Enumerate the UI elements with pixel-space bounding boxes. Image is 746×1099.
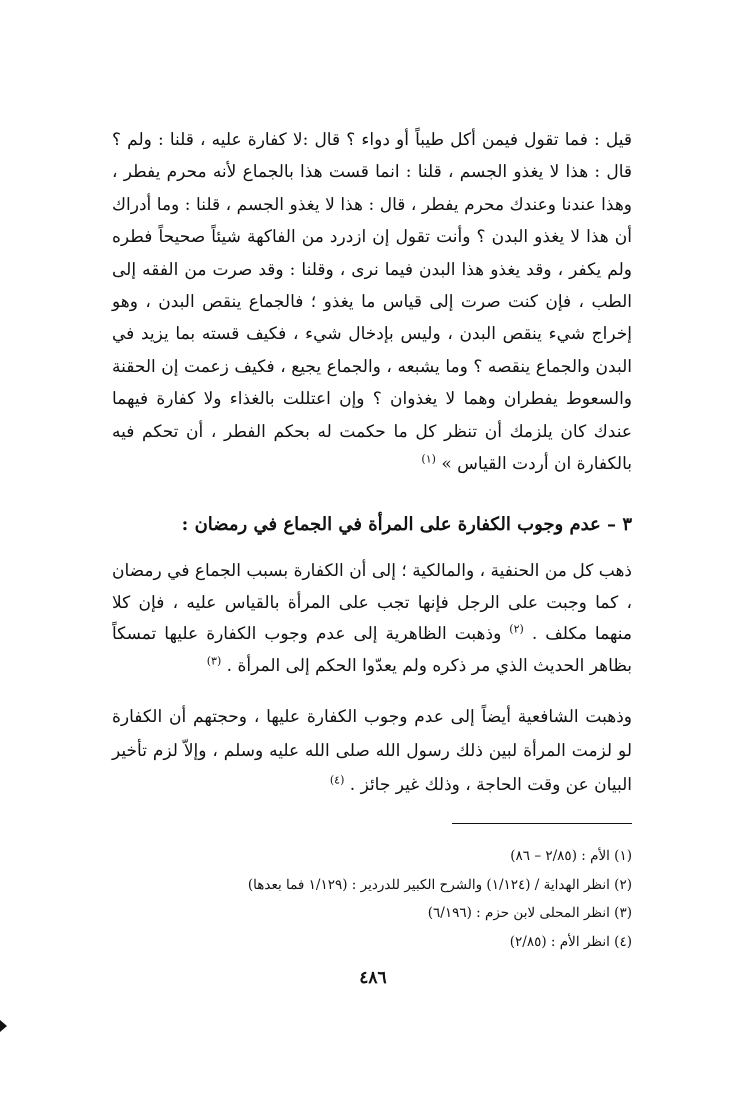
body-paragraph (112, 700, 632, 802)
section-heading: ٣ – عدم وجوب الكفارة على المرأة في الجماع في رمضان : (181, 514, 632, 535)
page-number: ٤٨٦ (359, 968, 387, 988)
paragraph-text: ذهب كل من الحنفية ، والمالكية ؛ إلى أن الكفارة بسبب الجماع في رمضان ، كما وجبت على الرجل فإنها تجب على المرأة بالقياس عليه ، فإن كلا منهما مكلف . (112, 561, 632, 644)
footnote: (٤) انظر الأم : (٢/٨٥) (509, 933, 632, 950)
footnote-ref: (٣) (206, 653, 222, 667)
footnote: (٢) انظر الهداية / (١/١٢٤) والشرح الكبير للدردير : (١/١٢٩ فما بعدها) (247, 876, 632, 893)
footnote: (١) الأم : (٢/٨٥ – ٨٦) (510, 848, 632, 864)
footnote-separator (452, 823, 632, 824)
footnote: (٣) انظر المحلى لابن حزم : (٦/١٩٦) (427, 905, 632, 921)
paragraph-text: وذهبت الظاهرية إلى عدم وجوب الكفارة عليها تمسكاً بظاهر الحديث الذي مر ذكره ولم يعدّوا الحكم إلى المرأة . (112, 624, 632, 676)
footnote-ref: (١) (421, 452, 436, 466)
paragraph-text: وذهبت الشافعية أيضاً إلى عدم وجوب الكفارة عليها ، وحجتهم أن الكفارة لو لزمت المرأة لبين ذلك رسول الله صلى الله عليه وسلم ، وإلاّ لزم تأخير البيان عن وقت الحاجة ، وذلك غير جائز . (112, 707, 632, 795)
scan-edge-mark (0, 1020, 7, 1032)
body-paragraph (112, 124, 632, 480)
footnotes (112, 842, 632, 956)
body-paragraph (112, 556, 632, 682)
footnote-ref: (٤) (329, 773, 345, 787)
paragraph-text: قيل : فما تقول فيمن أكل طيباً أو دواء ؟ قال :لا كفارة عليه ، قلنا : ولم ؟ قال : هذا لا يغذو الجسم ، قلنا : انما قست هذا بالجماع لأنه محرم يفطر ، وهذا عندنا وعندك محرم يفطر ، قال : هذا لا يغذو الجسم ، قلنا : وما أدراك أن هذا لا يغذو البدن ؟ وأنت تقول إن ازدرد من الفاكهة شيئاً صحيحاً فطره ولم يكفر ، وقد يغذو هذا البدن فيما نرى ، وقلنا : وقد صرت من الفقه إلى الطب ، فإن كنت صرت إلى قياس ما يغذو ؛ فالجماع ينقص البدن ، وهو إخراج شيء ينقص البدن ، وليس بإدخال شيء ، فكيف قسته بما يزيد في البدن والجماع ينقصه ؟ وما يشبعه ، والجماع يجيع ، فكيف زعمت إن الحقنة والسعوط يفطران وهما لا يغذوان ؟ وإن اعتللت بالغذاء ولا كفارة فيهما عندك كان يلزمك أن تنظر كل ما حكمت له بحكم الفطر ، أن تحكم فيه بالكفارة ان أردت القياس » (112, 130, 632, 475)
footnote-ref: (٢) (509, 622, 524, 636)
